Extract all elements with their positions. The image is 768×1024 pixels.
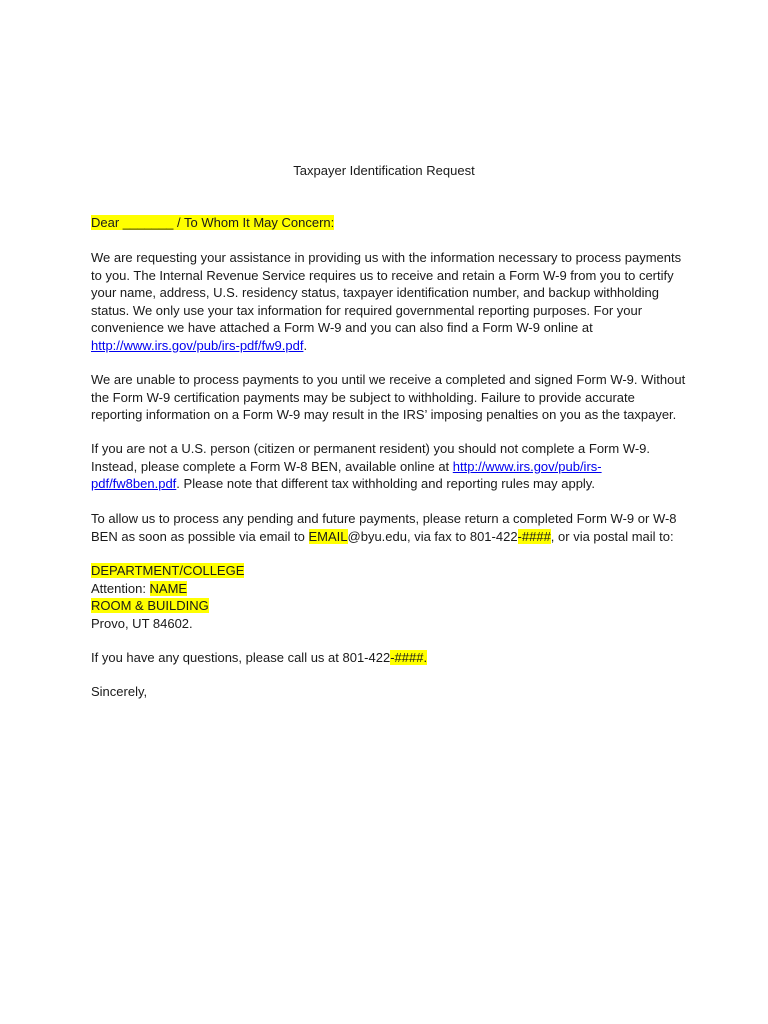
paragraph-1-line: status. We only use your tax information for required governmental reporting purposes. For your bbox=[91, 302, 643, 318]
salutation: Dear _______ / To Whom It May Concern: bbox=[91, 215, 335, 230]
fax-placeholder: -#### bbox=[517, 528, 551, 544]
paragraph-4-line: , or via postal mail to: bbox=[550, 528, 674, 544]
paragraph-3-line: . Please note that different tax withholding and reporting rules may apply. bbox=[176, 476, 595, 491]
email-placeholder: EMAIL bbox=[308, 528, 348, 544]
questions-text: If you have any questions, please call us at 801-422 bbox=[91, 650, 391, 665]
paragraph-1-line: convenience we have attached a Form W-9 and you can also find a Form W-9 online at bbox=[91, 320, 593, 335]
link-suffix: . bbox=[303, 337, 308, 353]
closing: Sincerely, bbox=[91, 684, 148, 699]
closing-block bbox=[91, 683, 691, 701]
paragraph-4-line: BEN as soon as possible via email to bbox=[91, 528, 309, 544]
paragraph-3-line: Instead, please complete a Form W-8 BEN, available online at bbox=[91, 458, 453, 474]
w8ben-link-part1[interactable]: http://www.irs.gov/pub/irs- bbox=[452, 458, 602, 474]
paragraph-1-line: to you. The Internal Revenue Service requires us to receive and retain a Form W-9 from you to certify bbox=[91, 267, 674, 283]
room-building-placeholder: ROOM & BUILDING bbox=[91, 598, 209, 613]
paragraph-2-line: We are unable to process payments to you until we receive a completed and signed Form W-9. Without bbox=[91, 372, 686, 387]
w9-link[interactable]: http://www.irs.gov/pub/irs-pdf/fw9.pdf bbox=[91, 337, 304, 353]
paragraph-4 bbox=[91, 510, 691, 545]
phone-placeholder: -####. bbox=[390, 650, 428, 665]
paragraph-3-line: If you are not a U.S. person (citizen or permanent resident) you should not complete a Form W-9. bbox=[91, 441, 651, 456]
paragraph-1-line: We are requesting your assistance in providing us with the information necessary to process payments bbox=[91, 250, 682, 265]
paragraph-1 bbox=[91, 249, 691, 354]
paragraph-2-line: reporting information on a Form W-9 may result in the IRS’ imposing penalties on you as the taxpayer. bbox=[91, 407, 677, 422]
city-state-zip: Provo, UT 84602. bbox=[91, 615, 193, 631]
email-domain: @byu.edu, via fax to 801-422 bbox=[347, 528, 518, 544]
w8ben-link-part2[interactable]: pdf/fw8ben.pdf bbox=[91, 476, 177, 491]
document-title: Taxpayer Identification Request bbox=[293, 163, 475, 178]
paragraph-4-line: To allow us to process any pending and future payments, please return a completed Form W-9 or W-8 bbox=[91, 511, 677, 526]
attention-name-placeholder: NAME bbox=[149, 580, 188, 596]
mailing-address bbox=[91, 562, 691, 632]
paragraph-2-line: the Form W-9 certification payments may be subject to withholding. Failure to provide accurate bbox=[91, 389, 635, 405]
paragraph-2 bbox=[91, 371, 691, 424]
department-placeholder: DEPARTMENT/COLLEGE bbox=[91, 563, 245, 578]
attention-label: Attention: bbox=[91, 580, 150, 596]
paragraph-3 bbox=[91, 440, 691, 493]
questions-line bbox=[91, 649, 691, 667]
paragraph-1-line: your name, address, U.S. residency status, taxpayer identification number, and backup withholding bbox=[91, 285, 659, 300]
salutation-block bbox=[91, 214, 691, 232]
